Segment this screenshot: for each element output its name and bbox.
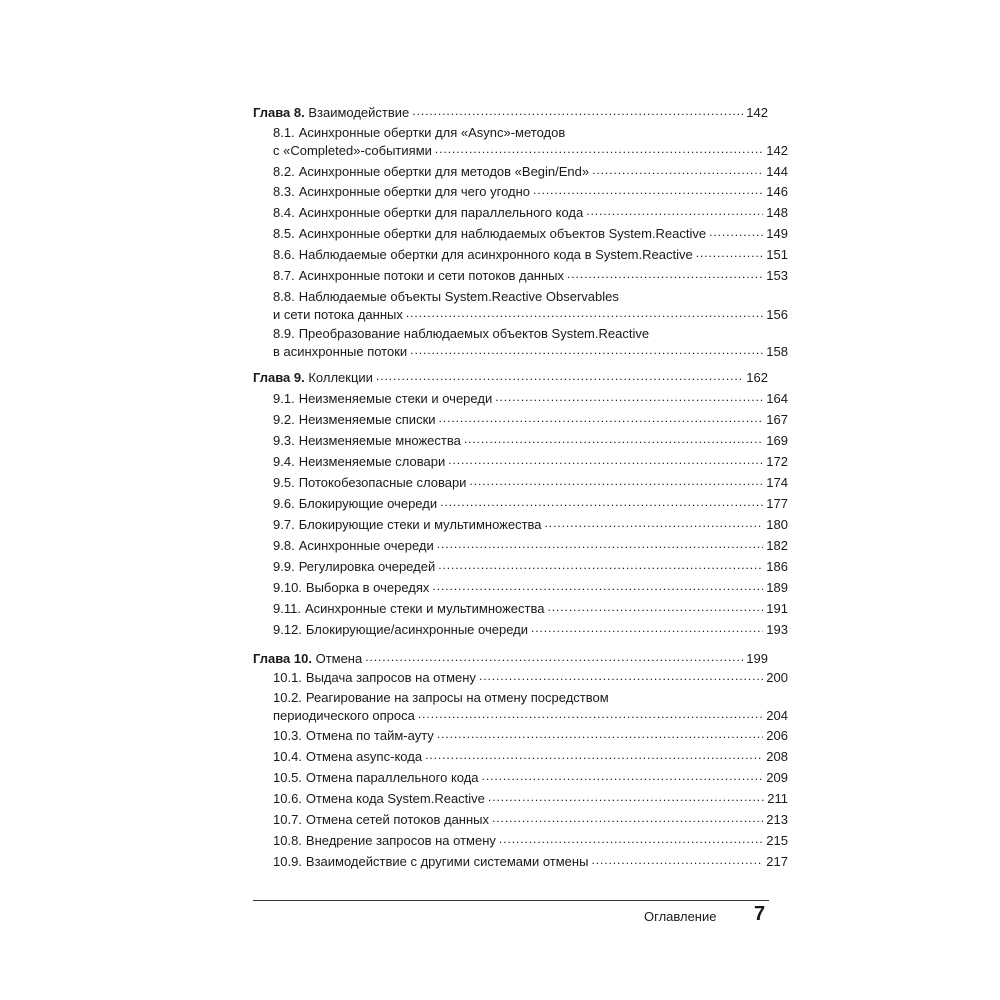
section-entry[interactable] — [253, 669, 788, 687]
section-title-line1: Преобразование наблюдаемых объектов System.Reactive — [298, 326, 650, 341]
section-title: в асинхронные потоки — [273, 344, 408, 359]
section-number: 8.9. — [273, 326, 295, 341]
leader-dots — [586, 205, 763, 217]
section-number: 9.1. — [273, 391, 295, 406]
page-number: 158 — [766, 344, 788, 359]
section-entry[interactable] — [253, 689, 788, 725]
section-number: 9.8. — [273, 538, 295, 553]
leader-dots — [376, 370, 743, 382]
leader-dots — [437, 728, 763, 740]
section-entry[interactable] — [253, 558, 788, 576]
page-number: 206 — [766, 728, 788, 743]
section-number: 8.6. — [273, 247, 295, 262]
section-title: Отмена по тайм-ауту — [305, 728, 434, 743]
leader-dots — [438, 559, 763, 571]
section-entry[interactable] — [253, 537, 788, 555]
section-entry[interactable] — [253, 769, 788, 787]
section-title: Асинхронные обертки для чего угодно — [298, 184, 531, 199]
section-number: 8.8. — [273, 289, 295, 304]
page-number: 215 — [766, 833, 788, 848]
chapter-8-entry[interactable] — [253, 104, 768, 122]
leader-dots — [592, 164, 763, 176]
section-entry[interactable] — [253, 246, 788, 264]
section-entry[interactable] — [253, 474, 788, 492]
section-title: Асинхронные очереди — [298, 538, 434, 553]
section-title: Блокирующие/асинхронные очереди — [305, 622, 528, 637]
section-number: 9.9. — [273, 559, 295, 574]
section-title: Асинхронные стеки и мультимножества — [304, 601, 545, 616]
leader-dots — [482, 770, 764, 782]
section-number: 9.11. — [273, 601, 301, 616]
section-entry[interactable] — [253, 325, 788, 361]
footer-rule — [253, 900, 769, 901]
section-entry[interactable] — [253, 390, 788, 408]
section-title: Взаимодействие с другими системами отмены — [305, 854, 589, 869]
section-entry[interactable] — [253, 811, 788, 829]
section-entry[interactable] — [253, 832, 788, 850]
section-title: Асинхронные обертки для наблюдаемых объектов System.Reactive — [298, 226, 707, 241]
section-number: 10.2. — [273, 690, 302, 705]
chapter-label: Глава 8. — [253, 105, 305, 120]
section-number: 9.7. — [273, 517, 295, 532]
page-number: 200 — [766, 670, 788, 685]
section-title: Отмена параллельного кода — [305, 770, 479, 785]
footer-page-number: 7 — [754, 903, 766, 925]
leader-dots — [435, 143, 763, 155]
page-number: 208 — [766, 749, 788, 764]
page-number: 148 — [766, 205, 788, 220]
section-title: Асинхронные потоки и сети потоков данных — [298, 268, 565, 283]
section-entry[interactable] — [253, 183, 788, 201]
leader-dots — [425, 749, 763, 761]
section-entry[interactable] — [253, 790, 788, 808]
page-number: 164 — [766, 391, 788, 406]
chapter-9-entry[interactable] — [253, 369, 768, 387]
section-number: 9.5. — [273, 475, 295, 490]
chapter-label: Глава 10. — [253, 651, 312, 666]
section-number: 9.6. — [273, 496, 295, 511]
section-title-line1: Наблюдаемые объекты System.Reactive Observables — [298, 289, 619, 304]
section-number: 9.2. — [273, 412, 295, 427]
leader-dots — [547, 601, 763, 613]
page-number: 172 — [766, 454, 788, 469]
page-number: 153 — [766, 268, 788, 283]
leader-dots — [709, 226, 763, 238]
section-title: Потокобезопасные словари — [298, 475, 467, 490]
leader-dots — [464, 433, 763, 445]
section-title: Отмена сетей потоков данных — [305, 812, 490, 827]
section-entry[interactable] — [253, 225, 788, 243]
section-title: Асинхронные обертки для параллельного кода — [298, 205, 584, 220]
leader-dots — [488, 791, 764, 803]
section-number: 10.9. — [273, 854, 302, 869]
page-number: 217 — [766, 854, 788, 869]
page-number: 213 — [766, 812, 788, 827]
leader-dots — [448, 454, 763, 466]
leader-dots — [365, 651, 743, 663]
section-number: 8.3. — [273, 184, 295, 199]
section-number: 10.1. — [273, 670, 302, 685]
section-title: Блокирующие очереди — [298, 496, 438, 511]
section-entry[interactable] — [253, 621, 788, 639]
page-number: 174 — [766, 475, 788, 490]
page-number: 151 — [766, 247, 788, 262]
leader-dots — [412, 105, 743, 117]
section-title-line1: Реагирование на запросы на отмену посредством — [305, 690, 609, 705]
page-number: 169 — [766, 433, 788, 448]
leader-dots — [531, 622, 763, 634]
section-title: Выборка в очередях — [305, 580, 430, 595]
page-number: 204 — [766, 708, 788, 723]
section-entry[interactable] — [253, 432, 788, 450]
section-entry[interactable] — [253, 853, 788, 871]
section-title: Неизменяемые стеки и очереди — [298, 391, 493, 406]
section-entry[interactable] — [253, 516, 788, 534]
section-entry[interactable] — [253, 600, 788, 618]
leader-dots — [499, 833, 763, 845]
page-number: 199 — [746, 651, 768, 666]
section-title: Неизменяемые списки — [298, 412, 436, 427]
section-title: Регулировка очередей — [298, 559, 436, 574]
section-title: Асинхронные обертки для методов «Begin/End» — [298, 164, 590, 179]
section-entry[interactable] — [253, 267, 788, 285]
page-number: 193 — [766, 622, 788, 637]
section-number: 10.5. — [273, 770, 302, 785]
section-title: Блокирующие стеки и мультимножества — [298, 517, 542, 532]
section-entry[interactable] — [253, 124, 788, 160]
page-number: 167 — [766, 412, 788, 427]
section-entry[interactable] — [253, 204, 788, 222]
footer-label: Оглавление — [644, 909, 717, 924]
section-number: 8.2. — [273, 164, 295, 179]
page-number: 191 — [766, 601, 788, 616]
page-number: 209 — [766, 770, 788, 785]
section-title: Неизменяемые словари — [298, 454, 446, 469]
chapter-10-entry[interactable] — [253, 650, 768, 668]
section-number: 10.3. — [273, 728, 302, 743]
leader-dots — [437, 538, 764, 550]
leader-dots — [469, 475, 763, 487]
section-entry[interactable] — [253, 453, 788, 471]
section-title: Выдача запросов на отмену — [305, 670, 476, 685]
section-number: 9.10. — [273, 580, 302, 595]
section-number: 8.5. — [273, 226, 295, 241]
section-number: 9.4. — [273, 454, 295, 469]
section-entry[interactable] — [253, 495, 788, 513]
section-entry[interactable] — [253, 288, 788, 324]
page-number: 142 — [746, 105, 768, 120]
page-number: 162 — [746, 370, 768, 385]
leader-dots — [479, 670, 763, 682]
section-title: периодического опроса — [273, 708, 415, 723]
section-number: 10.6. — [273, 791, 302, 806]
page-number: 180 — [766, 517, 788, 532]
section-title: Отмена кода System.Reactive — [305, 791, 485, 806]
chapter-title: Взаимодействие — [308, 105, 410, 120]
leader-dots — [492, 812, 763, 824]
section-title-line1: Асинхронные обертки для «Async»-методов — [298, 125, 566, 140]
leader-dots — [418, 708, 763, 720]
leader-dots — [439, 412, 764, 424]
chapter-title: Коллекции — [308, 370, 373, 385]
page-number: 189 — [766, 580, 788, 595]
leader-dots — [440, 496, 763, 508]
section-number: 8.4. — [273, 205, 295, 220]
page-number: 146 — [766, 184, 788, 199]
section-title: Внедрение запросов на отмену — [305, 833, 496, 848]
leader-dots — [406, 307, 763, 319]
section-entry[interactable] — [253, 748, 788, 766]
page-number: 177 — [766, 496, 788, 511]
page-number: 211 — [767, 791, 788, 806]
section-number: 10.7. — [273, 812, 302, 827]
page-number: 142 — [766, 143, 788, 158]
leader-dots — [432, 580, 763, 592]
section-number: 8.1. — [273, 125, 295, 140]
page-number: 144 — [766, 164, 788, 179]
leader-dots — [410, 344, 763, 356]
page-number: 156 — [766, 307, 788, 322]
leader-dots — [567, 268, 763, 280]
chapter-title: Отмена — [315, 651, 363, 666]
section-title: с «Completed»-событиями — [273, 143, 432, 158]
leader-dots — [591, 854, 763, 866]
leader-dots — [545, 517, 764, 529]
section-title: Неизменяемые множества — [298, 433, 461, 448]
section-title: Отмена async-кода — [305, 749, 423, 764]
section-title: и сети потока данных — [273, 307, 403, 322]
section-number: 9.12. — [273, 622, 302, 637]
section-entry[interactable] — [253, 579, 788, 597]
section-entry[interactable] — [253, 163, 788, 181]
leader-dots — [696, 247, 764, 259]
section-entry[interactable] — [253, 411, 788, 429]
section-number: 8.7. — [273, 268, 295, 283]
section-number: 9.3. — [273, 433, 295, 448]
section-entry[interactable] — [253, 727, 788, 745]
chapter-label: Глава 9. — [253, 370, 305, 385]
page-number: 182 — [766, 538, 788, 553]
leader-dots — [495, 391, 763, 403]
page-number: 149 — [766, 226, 788, 241]
leader-dots — [533, 184, 763, 196]
page-number: 186 — [766, 559, 788, 574]
section-title: Наблюдаемые обертки для асинхронного кода в System.Reactive — [298, 247, 693, 262]
section-number: 10.8. — [273, 833, 302, 848]
section-number: 10.4. — [273, 749, 302, 764]
